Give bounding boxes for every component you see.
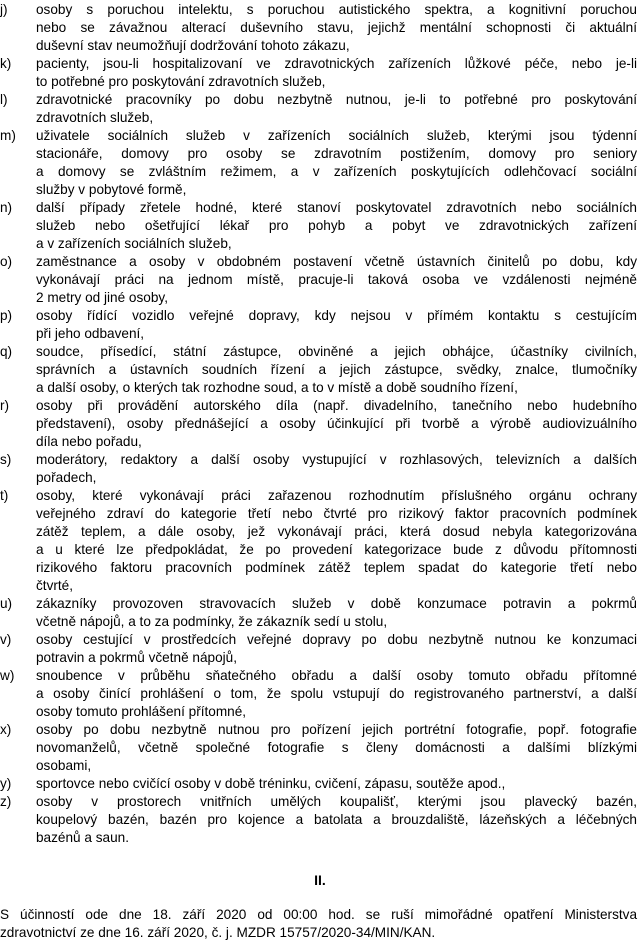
list-item-text-line: osoby, které vykonávají práci zařazenou rozhodnutím příslušného orgánu ochrany: [36, 488, 637, 503]
list-item-text-line: osoby cestující v prostředcích veřejné dopravy po dobu nezbytně nutnou ke konzumaci: [36, 632, 637, 647]
list-item-label: u): [0, 596, 13, 611]
list-item-text-line: zákazníky provozoven stravovacích služeb v době konzumace potravin a pokrmů: [36, 596, 637, 611]
list-item-text-line: a další osoby, o kterých tak rozhodne soud, a to v místě a době soudního řízení,: [36, 380, 518, 395]
list-item-text-line: uživatele sociálních služeb v zařízeních sociálních služeb, kterými jsou týdenní: [36, 128, 637, 143]
list-item-text-line: snoubence v průběhu sňatečného obřadu a další osoby tomuto obřadu přítomné: [36, 668, 637, 683]
list-item-text-line: pořadech,: [36, 470, 97, 485]
list-item-label: j): [0, 2, 8, 17]
list-item-text-line: vykonávají práci na jednom místě, pracuje-li taková osoba ve vzdálenosti nejméně: [36, 272, 637, 287]
list-item-text-line: díla nebo pořadu,: [36, 434, 142, 449]
list-item-text-line: bazénů a saun.: [36, 830, 129, 845]
list-item-label: t): [0, 488, 9, 503]
list-item-text-line: osoby řídící vozidlo veřejné dopravy, kdy nejsou v přímém kontaktu s cestujícím: [36, 308, 637, 323]
list-item-label: o): [0, 254, 13, 269]
list-item-label: v): [0, 632, 12, 647]
list-item-text-line: zdravotních služeb,: [36, 110, 154, 125]
list-item-label: k): [0, 56, 12, 71]
section-heading: II.: [314, 872, 326, 888]
list-item-text-line: pacienty, jsou-li hospitalizovaní ve zdravotnických zařízeních lůžkové péče, nebo je-li: [36, 56, 637, 71]
list-item-text-line: osoby při provádění autorského díla (např. divadelního, tanečního nebo hudebního: [36, 398, 637, 413]
list-item-text-line: a osoby činící prohlášení o tom, že spolu vstupují do registrovaného partnerství, a další: [36, 686, 637, 701]
list-item-text-line: služeb nebo ošetřující lékař pro pohyb a pobyt ve zdravotnických zařízení: [36, 218, 637, 233]
list-item-label: x): [0, 722, 12, 737]
list-item-text-line: a v zařízeních sociálních služeb,: [36, 236, 232, 251]
list-item-text-line: osoby tomuto prohlášení přítomné,: [36, 704, 247, 719]
list-item-label: l): [0, 92, 8, 107]
list-item-text-line: to potřebné pro poskytování zdravotních služeb,: [36, 74, 326, 89]
list-item-text-line: osoby s poruchou intelektu, s poruchou autistického spektra, a kognitivní poruchou: [36, 2, 637, 17]
list-item-label: m): [0, 128, 16, 143]
list-item-label: w): [0, 668, 15, 683]
list-item-text-line: duševní stav neumožňují dodržování tohoto zákazu,: [36, 38, 350, 53]
list-item-text-line: veřejného zdraví do kategorie třetí nebo čtvrté pro rizikový faktor pracovních podmínek: [36, 506, 637, 521]
list-item-text-line: včetně nápojů, a to za podmínky, že zákazník sedí u stolu,: [36, 614, 388, 629]
list-item-text-line: osobami,: [36, 758, 92, 773]
list-item-text-line: moderátory, redaktory a další osoby vystupující v rozhlasových, televizních a dalších: [36, 452, 637, 467]
list-item-label: s): [0, 452, 12, 467]
closing-text-line: zdravotnictví ze dne 16. září 2020, č. j. MZDR 15757/2020-34/MIN/KAN.: [0, 925, 436, 940]
list-item-label: r): [0, 398, 10, 413]
closing-text-line: S účinností ode dne 18. září 2020 od 00:00 hod. se ruší mimořádné opatření Ministerstva: [0, 907, 637, 922]
list-item-text-line: zaměstnance a osoby v obdobném postavení včetně ústavních činitelů po dobu, kdy: [36, 254, 637, 269]
list-item-text-line: a domovy se zvláštním režimem, a v zařízeních poskytujících odlehčovací sociální: [36, 164, 637, 179]
list-item-text-line: 2 metry od jiné osoby,: [36, 290, 168, 305]
list-item-text-line: nebo se závažnou alterací duševního stavu, jejichž mentální schopnosti či aktuální: [36, 20, 637, 35]
list-item-label: y): [0, 776, 12, 791]
list-item-text-line: správních a ústavních soudních řízení a jejich zástupce, svědky, znalce, tlumočníky: [36, 362, 637, 377]
list-item-text-line: stacionáře, domovy pro osoby se zdravotním postižením, domovy pro seniory: [36, 146, 637, 161]
list-item-text-line: novomanželů, včetně společné fotografie s členy domácnosti a dalšími blízkými: [36, 740, 637, 755]
list-item-label: z): [0, 794, 12, 809]
list-item-text-line: osoby v prostorech vnitřních umělých koupališť, kterými jsou plavecký bazén,: [36, 794, 637, 809]
list-item-text-line: soudce, přísedící, státní zástupce, obviněné a jejich obhájce, účastníky civilních,: [36, 344, 637, 359]
list-item-text-line: čtvrté,: [36, 578, 74, 593]
list-item-text-line: koupelový bazén, bazén pro kojence a batolata a brouzdaliště, lázeňských a léčebných: [36, 812, 637, 827]
list-item-text-line: sportovce nebo cvičící osoby v době tréninku, cvičení, zápasu, soutěže apod.,: [36, 776, 506, 791]
list-item-label: p): [0, 308, 13, 323]
list-item-text-line: představení), osoby přednášející a osoby účinkující při tvorbě a výrobě audiovizuálního: [36, 416, 637, 431]
list-item-label: q): [0, 344, 13, 359]
list-item-text-line: další případy zřetele hodné, které stanoví poskytovatel zdravotních nebo sociálních: [36, 200, 637, 215]
list-item-label: n): [0, 200, 13, 215]
list-item-text-line: zátěž teplem, a dále osoby, jež vykonávají práci, která dosud nebyla kategorizována: [36, 524, 637, 539]
list-item-text-line: služby v pobytové formě,: [36, 182, 187, 197]
list-item-text-line: a u které lze předpokládat, že po provedení kategorizace bude z důvodu přítomnosti: [36, 542, 637, 557]
list-item-text-line: při jeho odbavení,: [36, 326, 145, 341]
list-item-text-line: osoby po dobu nezbytně nutnou pro pořízení jejich portrétní fotografie, popř. fotografie: [36, 722, 637, 737]
list-item-text-line: potravin a pokrmů včetně nápojů,: [36, 650, 238, 665]
list-item-text-line: rizikového faktoru pracovních podmínek zátěž teplem spadat do kategorie třetí nebo: [36, 560, 637, 575]
list-item-text-line: zdravotnické pracovníky po dobu nezbytně nutnou, je-li to potřebné pro poskytování: [36, 92, 637, 107]
